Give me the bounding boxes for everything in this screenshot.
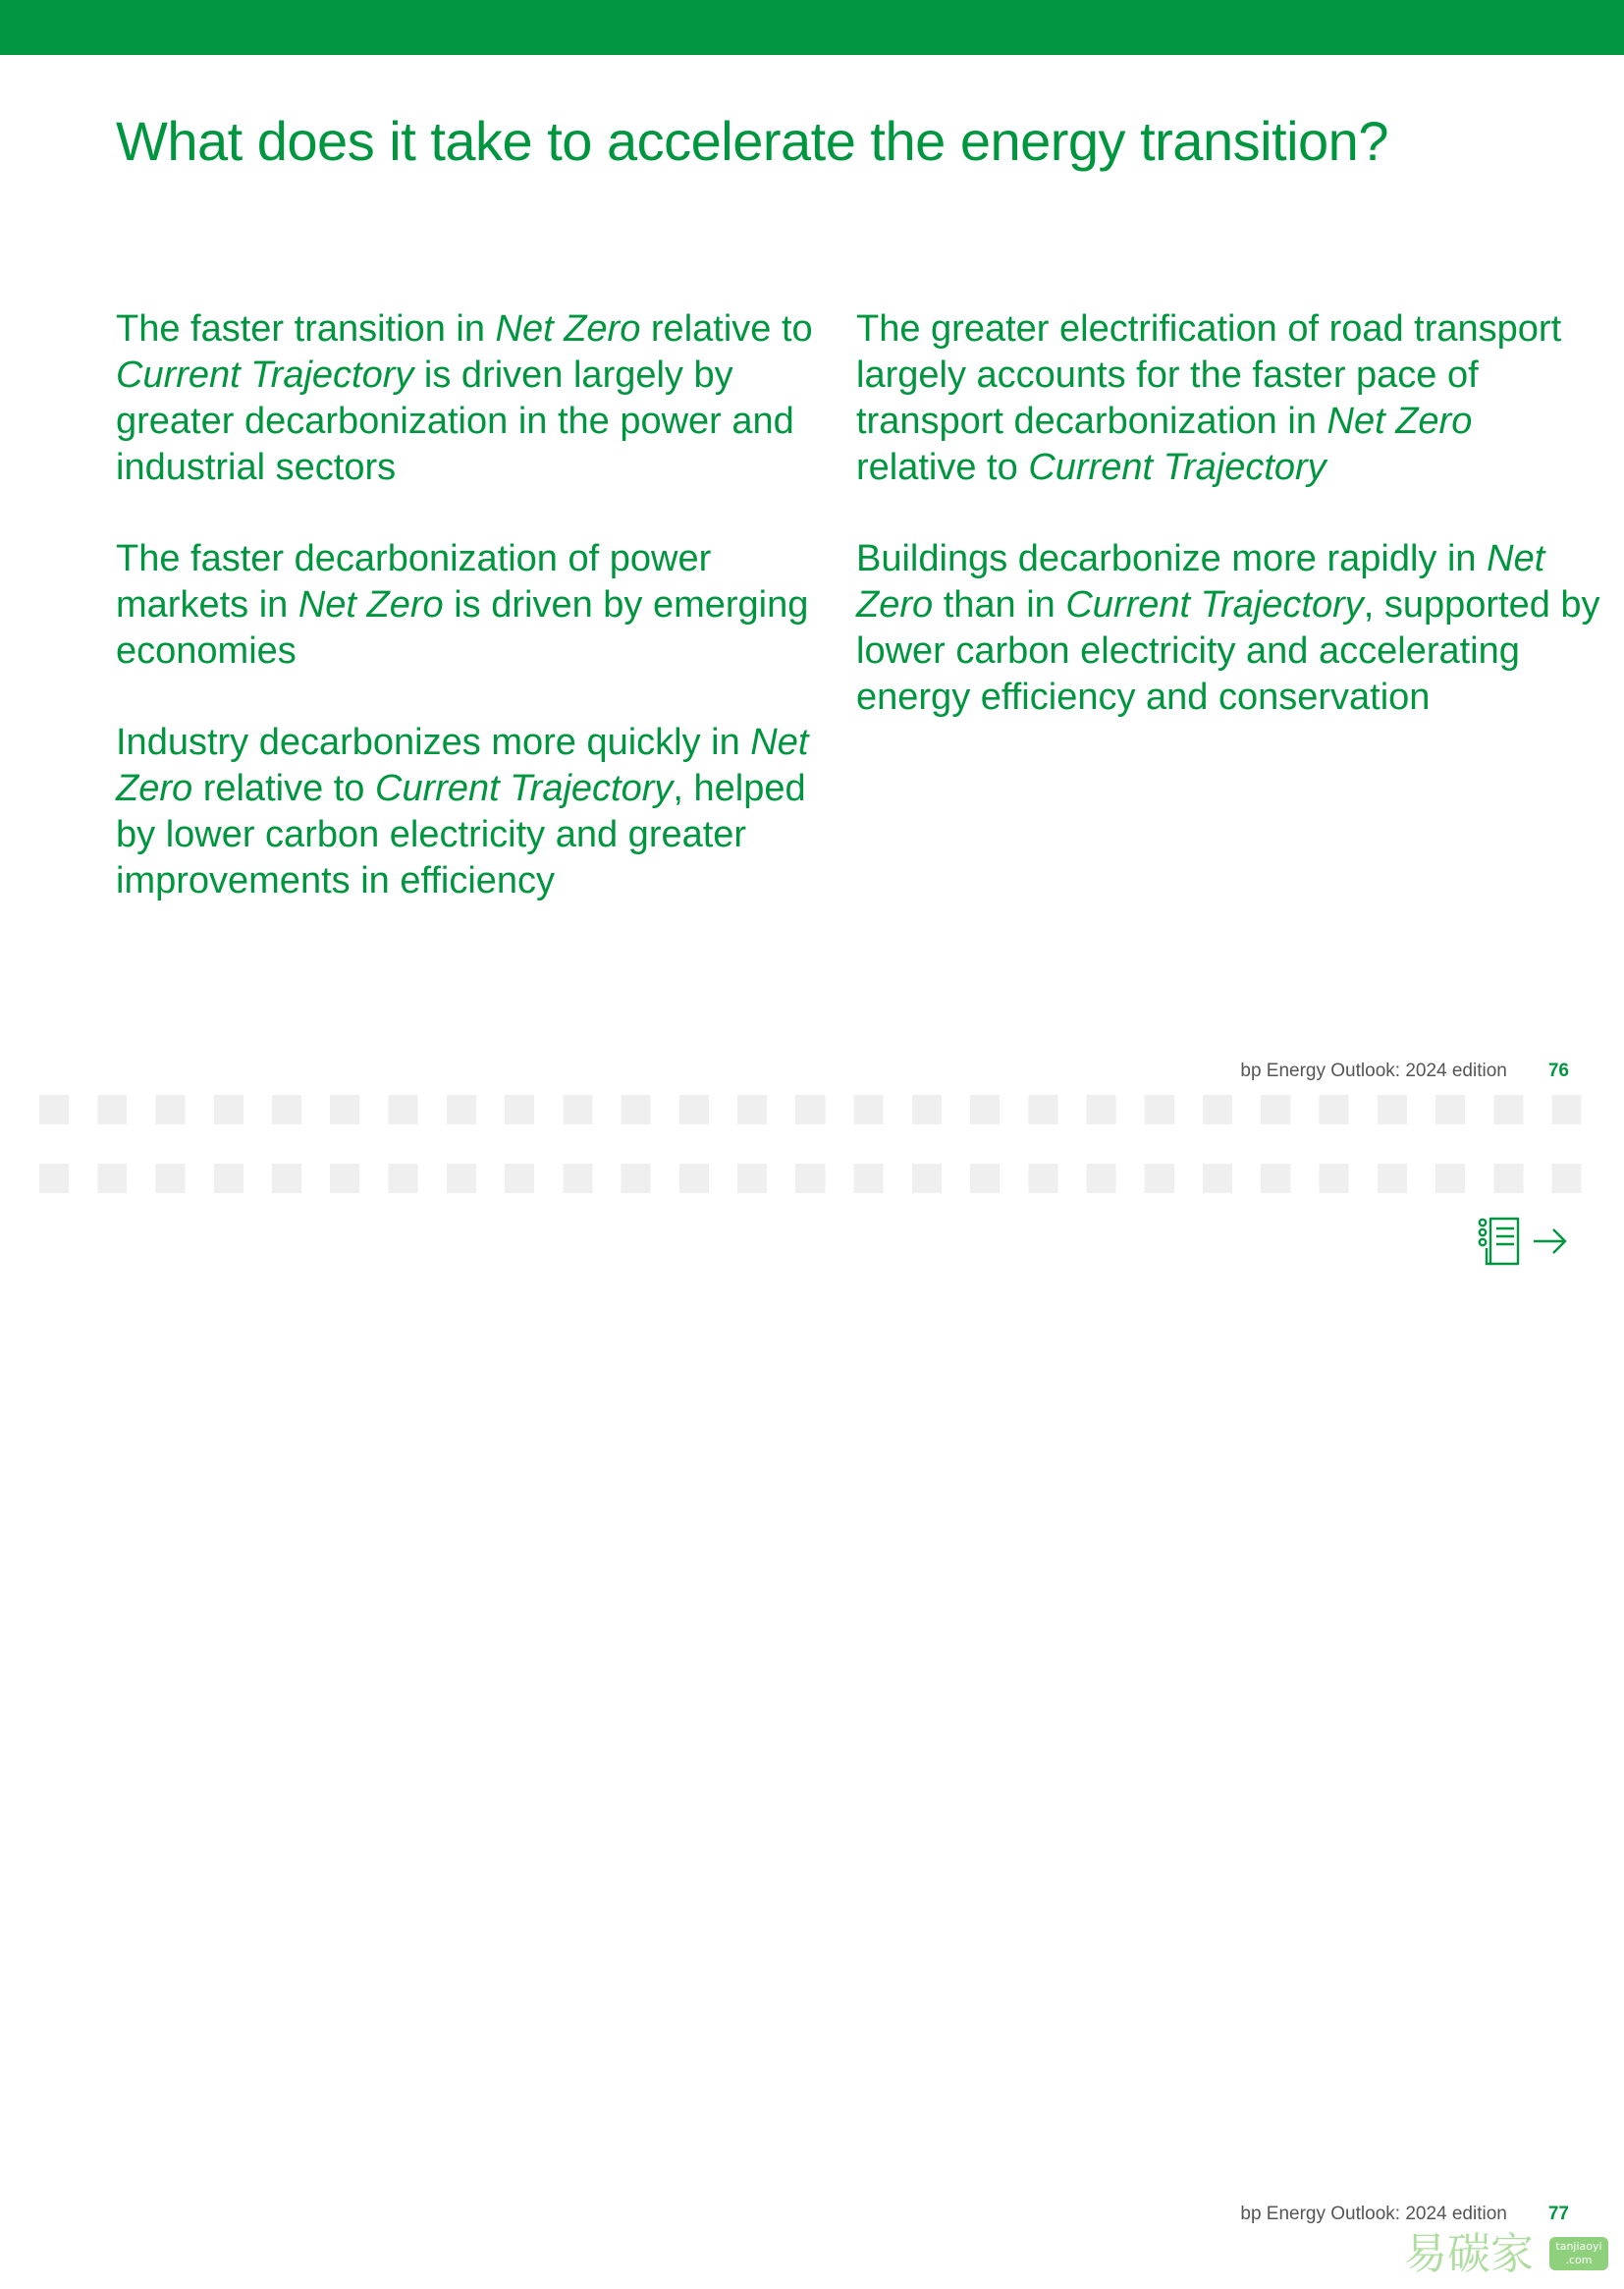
watermark-badge-line2: .com bbox=[1565, 2254, 1593, 2266]
page-footer-77 bbox=[1240, 2203, 1569, 2226]
contents-nav-button[interactable] bbox=[1475, 1215, 1569, 1274]
paragraph-text: The faster decarbonization of power markets in bbox=[116, 538, 712, 626]
arrow-right-icon bbox=[1534, 1229, 1565, 1253]
scenario-name: Net Zero bbox=[495, 308, 641, 350]
scenario-name: Net Zero bbox=[1326, 401, 1473, 442]
page-number: 76 bbox=[1547, 1061, 1569, 1081]
page-footer-76 bbox=[1240, 1060, 1569, 1083]
paragraph-text: relative to bbox=[192, 768, 376, 809]
page-separator-top bbox=[39, 1095, 1591, 1124]
paragraph-text: than in bbox=[933, 584, 1066, 626]
scenario-name: Net Zero bbox=[116, 722, 809, 809]
paragraph-text: , supported by lower carbon electricity and accelerating energy efficiency and conservation bbox=[856, 584, 1600, 718]
scenario-name: Current Trajectory bbox=[1065, 584, 1364, 626]
paragraph-text: , helped by lower carbon electricity and greater improvements in efficiency bbox=[116, 768, 806, 901]
page-title: What does it take to accelerate the energy transition? bbox=[116, 110, 1388, 172]
scenario-name: Current Trajectory bbox=[375, 768, 674, 809]
paragraph-text: is driven by emerging economies bbox=[116, 584, 809, 672]
paragraph-text: Industry decarbonizes more quickly in bbox=[116, 722, 751, 763]
key-point-paragraph bbox=[116, 306, 823, 491]
left-column bbox=[116, 306, 823, 950]
key-point-paragraph bbox=[116, 720, 823, 904]
scenario-name: Current Trajectory bbox=[116, 354, 414, 396]
page-separator-bottom bbox=[39, 1164, 1591, 1193]
right-column bbox=[856, 306, 1602, 766]
page-number: 77 bbox=[1547, 2204, 1569, 2224]
scenario-name: Current Trajectory bbox=[1028, 447, 1326, 488]
key-point-paragraph bbox=[856, 536, 1602, 721]
watermark-badge-line1: tanjiaoyi bbox=[1555, 2240, 1602, 2253]
paragraph-text: relative to bbox=[856, 447, 1029, 488]
footer-label: bp Energy Outlook: 2024 edition bbox=[1240, 2204, 1507, 2224]
paragraph-text: is driven largely by greater decarbonization in the power and industrial sectors bbox=[116, 354, 794, 488]
watermark-badge bbox=[1549, 2237, 1608, 2270]
top-brand-bar bbox=[0, 0, 1624, 55]
key-point-paragraph bbox=[856, 306, 1602, 491]
contents-list-icon bbox=[1475, 1215, 1569, 1274]
footer-label: bp Energy Outlook: 2024 edition bbox=[1240, 1061, 1507, 1081]
key-point-paragraph bbox=[116, 536, 823, 675]
paragraph-text: relative to bbox=[640, 308, 813, 350]
paragraph-text: The faster transition in bbox=[116, 308, 496, 350]
paragraph-text: The greater electrification of road transport largely accounts for the faster pace of transport decarbonization in bbox=[856, 308, 1562, 442]
watermark-text: 易碳家 bbox=[1404, 2229, 1534, 2279]
paragraph-text: Buildings decarbonize more rapidly in bbox=[856, 538, 1488, 579]
scenario-name: Net Zero bbox=[856, 538, 1545, 626]
watermark-logo bbox=[1404, 2227, 1610, 2282]
scenario-name: Net Zero bbox=[298, 584, 444, 626]
